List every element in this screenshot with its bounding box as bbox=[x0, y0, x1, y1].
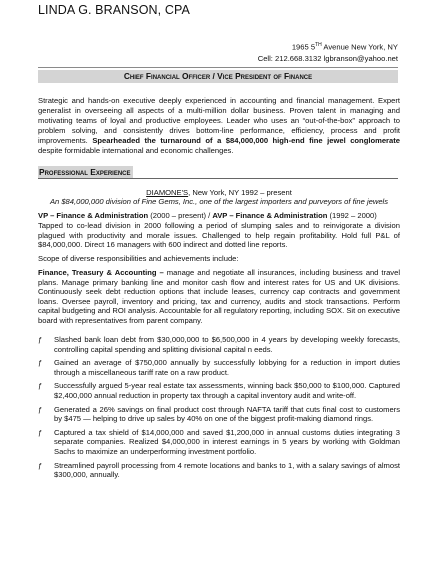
division-description: An $84,000,000 division of Fine Gems, Inc., one of the largest importers and purveyors of fine jewels bbox=[49, 197, 389, 206]
header-divider bbox=[38, 67, 398, 68]
bullet-icon: ƒ bbox=[38, 381, 43, 391]
list-item: ƒ Successfully argued 5-year real estate tax assessments, winning back $50,000 to $100,000. Captured $2,400,000 annual reduction in property tax through a capital inventory audit and write-off. bbox=[38, 381, 400, 400]
bullet-icon: ƒ bbox=[38, 460, 43, 470]
professional-summary: Strategic and hands-on executive deeply experienced in accounting and financial management. Expert generalist in overseeing all aspects of a multi-million dollar business. Proven talent in managing and motivating teams of loyal and productive employees. Leader who uses an “out-of-the-box” approach to problem solving, and consistently drives bottom-line performance, efficiency, process and profit improvements. Spearheaded the turnaround of a $84,000,000 high-end fine jewel conglomerate despite formidable international and economic challenges. bbox=[38, 96, 400, 155]
bullet-icon: ƒ bbox=[38, 335, 43, 344]
bullet-icon: ƒ bbox=[38, 427, 43, 437]
employer-line: DIAMONE'S, New York, NY 1992 – present bbox=[146, 188, 292, 197]
list-item: ƒ Streamlined payroll processing from 4 remote locations and banks to 1, with a salary savings of almost $300,000, annually. bbox=[38, 460, 400, 480]
role-titles: VP – Finance & Administration (2000 – present) / AVP – Finance & Administration (1992 – 2000) bbox=[38, 211, 377, 220]
employer-name: DIAMONE'S bbox=[146, 188, 189, 197]
achievement-list bbox=[38, 335, 400, 484]
job-title-bar: Chief Financial Officer / Vice President of Finance bbox=[38, 70, 398, 83]
street-address: 1965 5TH Avenue New York, NY bbox=[291, 42, 398, 52]
list-item: ƒ Generated a 26% savings on final product cost through NAFTA tariff that cuts final cost to customers by $475 — helping to drive up sales by 40% on one of the biggest profit-making diamond rings. bbox=[38, 404, 400, 424]
bullet-icon: ƒ bbox=[38, 358, 43, 368]
finance-treasury-accounting: Finance, Treasury & Accounting – manage and negotiate all insurances, including business and travel plans. Manage primary banking line and monitor cash flow and interest rates for US and UK divisions. Continuously seek debt reduction options that include leases, currency cap contracts and government loans. Oversee payroll, inventory and pricing, tax and currency, audits and stock transactions. Perform capital budgeting and ROI analysis. Accountable for all regulatory reporting, including SOX. Sit on executive board with representatives from parent company. bbox=[38, 268, 401, 325]
list-item: ƒ Slashed bank loan debt from $30,000,000 to $6,500,000 in 4 years by developing weekly forecasts, controlling capital spending and splitting divisional capital n eeds. bbox=[38, 335, 400, 354]
contact-line: Cell: 212.668.3132 lgbranson@yahoo.net bbox=[257, 54, 398, 63]
list-item: ƒ Captured a tax shield of $14,000,000 and saved $1,200,000 in annual customs duties integrating 3 separate companies. Realized $4,000,000 in interest earnings in 5 years by working with Goldman Sachs to maximize an underperforming investment portfolio. bbox=[38, 427, 400, 456]
list-item: ƒ Gained an average of $750,000 annually by successfully lobbying for a reduction in import duties through a miscellaneous tariff rate on a raw product. bbox=[38, 358, 400, 377]
role-summary: Tapped to co-lead division in 2000 following a period of slumping sales and to reinvigorate a division plagued with productivity and morale issues. Challenged to help regain profitability. Hold full P&L of $84,000,000. Direct 16 managers with 600 indirect and dotted line reports. bbox=[38, 221, 400, 250]
scope-intro: Scope of diverse responsibilities and achievements include: bbox=[38, 254, 239, 263]
section-heading-experience: Professional Experience bbox=[38, 166, 398, 179]
candidate-name: LINDA G. BRANSON, CPA bbox=[38, 3, 190, 17]
bullet-icon: ƒ bbox=[38, 404, 43, 414]
